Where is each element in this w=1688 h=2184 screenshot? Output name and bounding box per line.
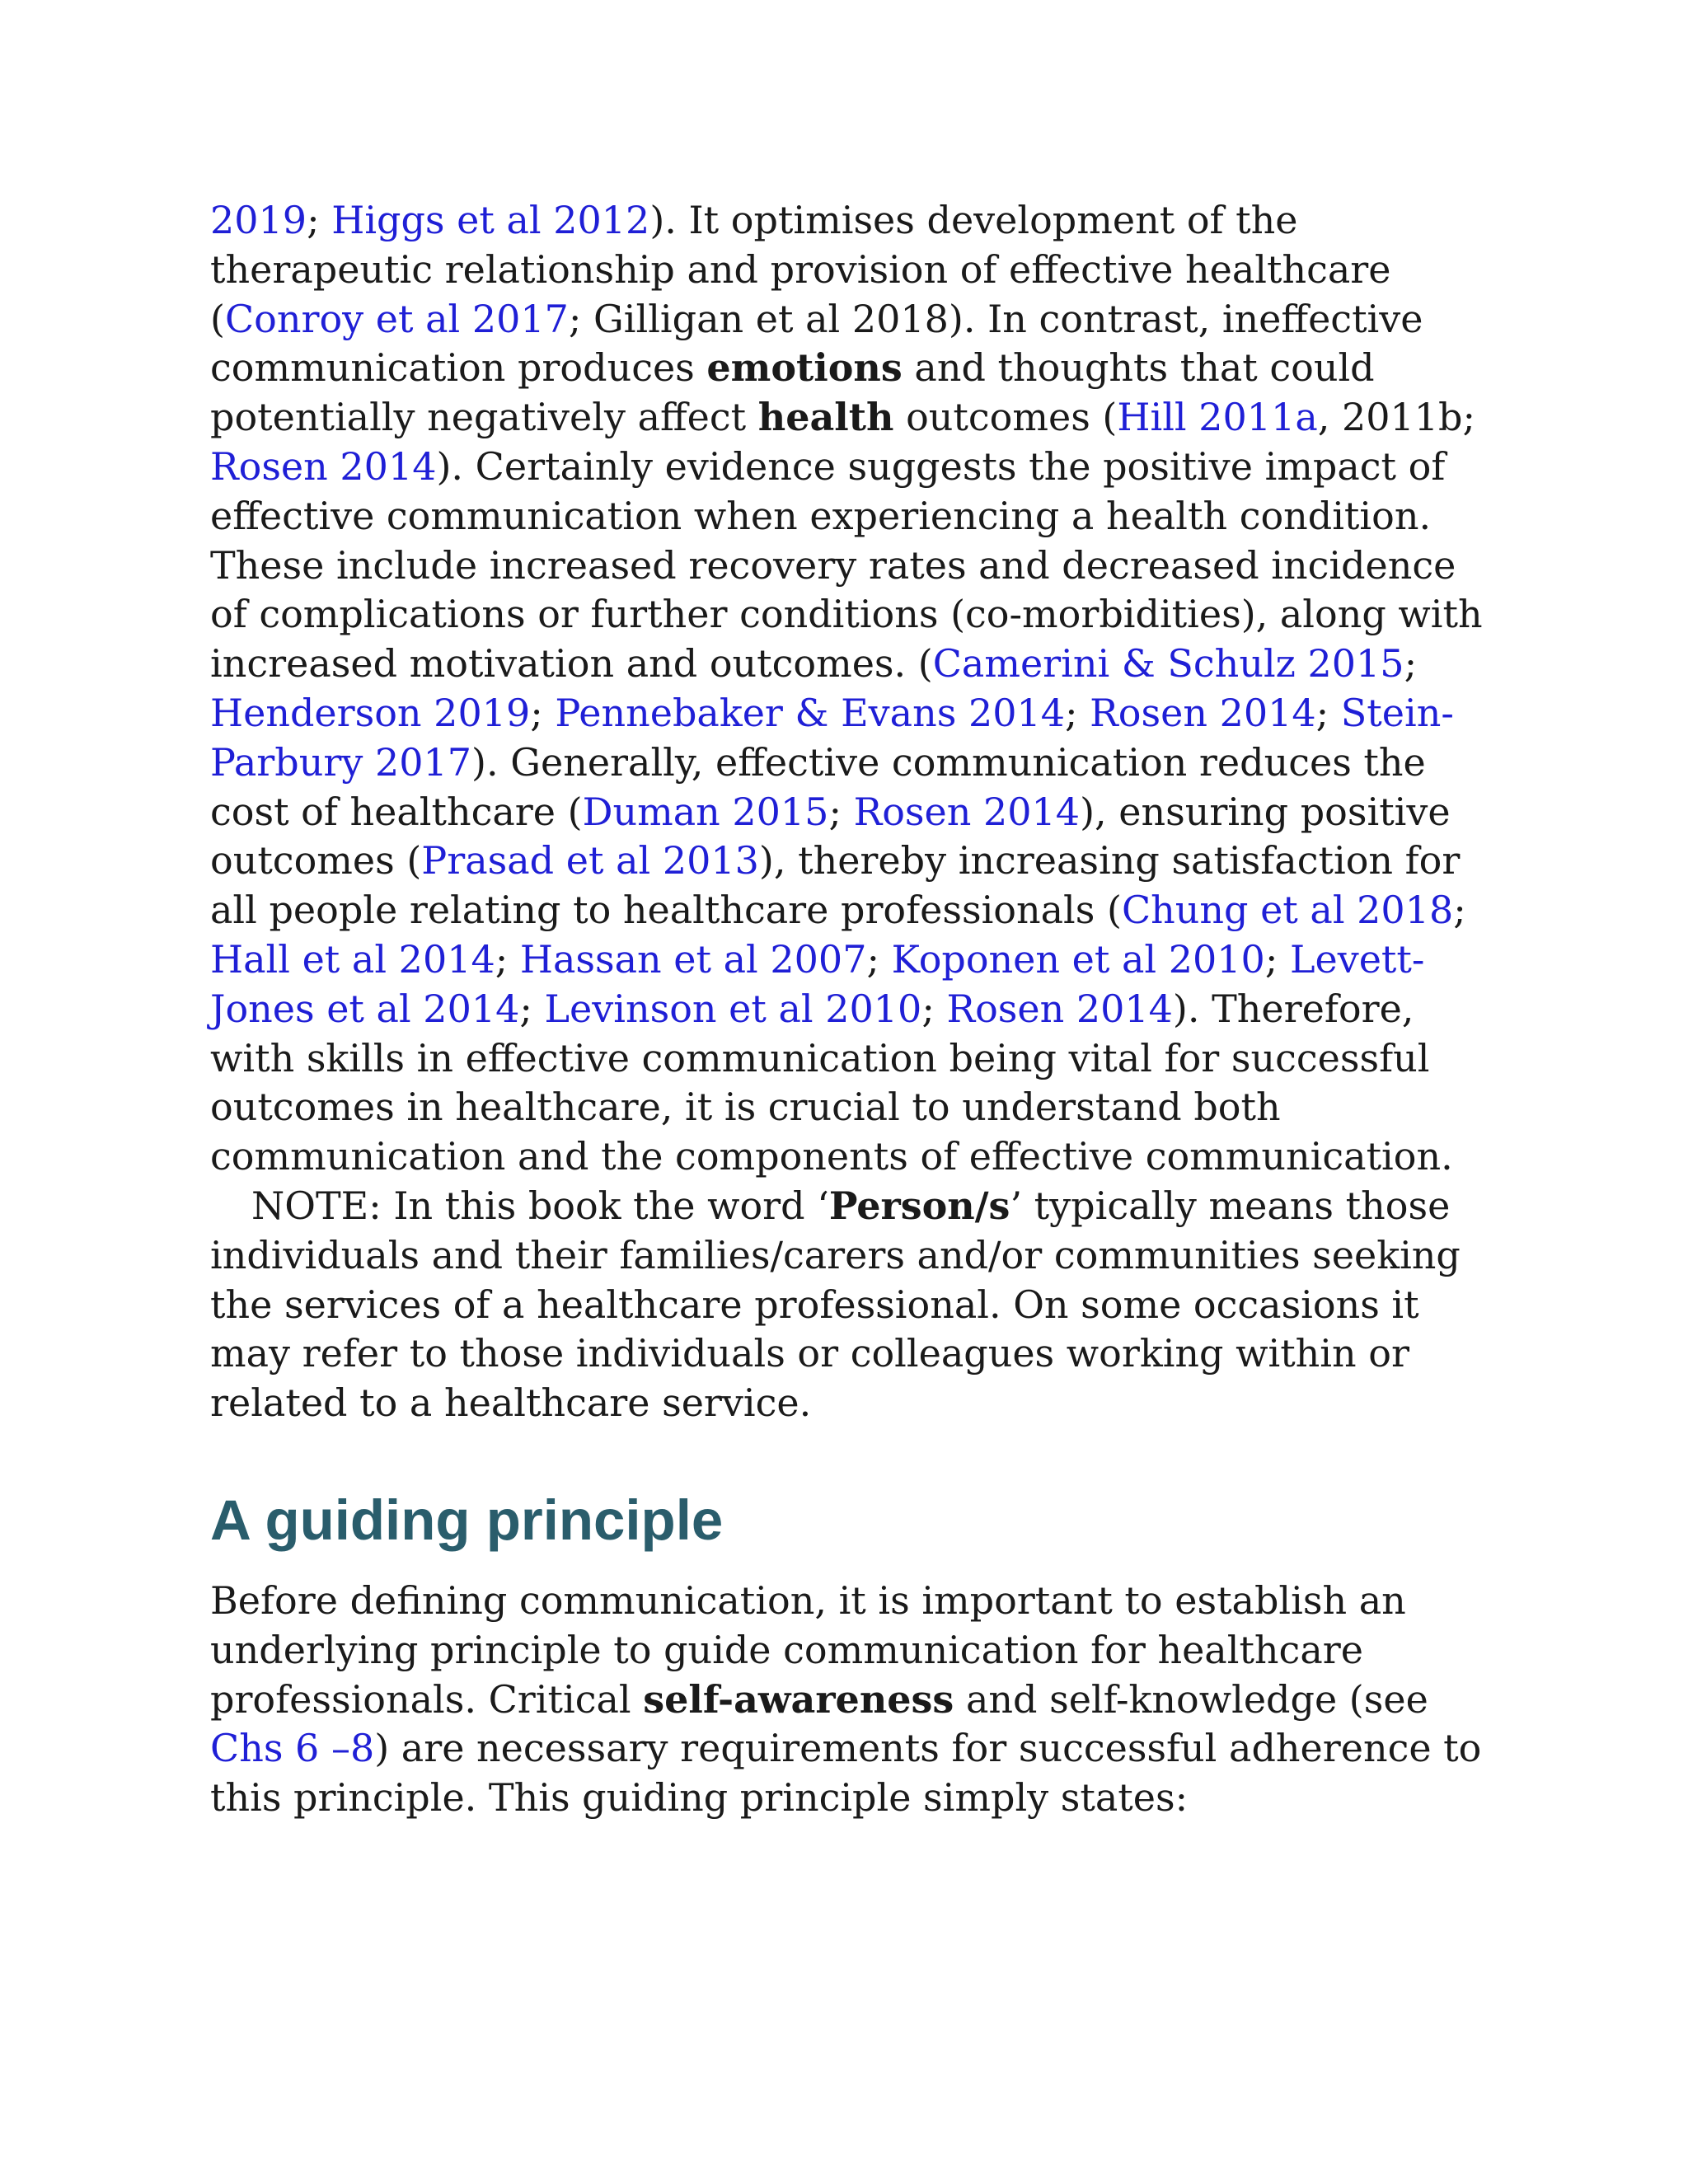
citation-link-levett-jones-et-al-2014[interactable]: Levett-Jones et al 2014	[210, 936, 1425, 1031]
citation-link-hassan-et-al-2007[interactable]: Hassan et al 2007	[519, 936, 867, 982]
body-text	[210, 196, 1496, 1428]
text-run: NOTE: In this book the word ‘	[251, 1183, 829, 1228]
text-run: ;	[519, 986, 545, 1031]
paragraph	[210, 1577, 1496, 1823]
text-run: ;	[307, 198, 332, 242]
citation-link-duman-2015[interactable]: Duman 2015	[582, 789, 829, 834]
citation-link-hall-et-al-2014[interactable]: Hall et al 2014	[210, 936, 495, 982]
citation-link-rosen-2014[interactable]: Rosen 2014	[1090, 690, 1316, 735]
text-run: ). Generally, effective communication reduces the cost of healthcare (	[210, 739, 1426, 834]
paragraph	[210, 1182, 1496, 1428]
text-run: outcomes (	[893, 395, 1118, 440]
text-run: ;	[828, 789, 854, 834]
text-run: ;	[530, 690, 556, 735]
citation-link-hill-2011a[interactable]: Hill 2011a	[1117, 395, 1318, 440]
citation-link-rosen-2014[interactable]: Rosen 2014	[853, 789, 1081, 834]
text-run: ;	[1315, 690, 1341, 735]
section-heading: A guiding principle	[210, 1488, 724, 1552]
text-run: ) are necessary requirements for successful adherence to this principle. This guiding principle simply states:	[210, 1726, 1482, 1821]
text-run: ), thereby increasing satisfaction for all people relating to healthcare professionals (	[210, 838, 1461, 933]
text-run: ;	[495, 936, 520, 982]
text-run: , 2011b;	[1317, 395, 1476, 440]
citation-link-2019[interactable]: 2019	[210, 198, 307, 242]
keyword-emotions: emotions	[706, 345, 903, 391]
keyword-self-awareness: self-awareness	[643, 1676, 954, 1722]
citation-link-chung-et-al-2018[interactable]: Chung et al 2018	[1121, 888, 1454, 933]
citation-link-prasad-et-al-2013[interactable]: Prasad et al 2013	[421, 838, 759, 883]
section-body-text	[210, 1577, 1496, 1823]
citation-link-conroy-et-al-2017[interactable]: Conroy et al 2017	[224, 296, 569, 341]
citation-link-rosen-2014[interactable]: Rosen 2014	[210, 443, 437, 489]
citation-link-stein-parbury-2017[interactable]: Stein-Parbury 2017	[210, 690, 1454, 785]
text-run: ). Therefore, with skills in effective communication being vital for successful outcomes in healthcare, it is crucial to understand both communication and the components of effective communication.	[210, 986, 1453, 1179]
text-run: and thoughts that could potentially negatively affect	[210, 345, 1375, 440]
citation-link-henderson-2019[interactable]: Henderson 2019	[210, 690, 531, 735]
text-run: ). It optimises development of the therapeutic relationship and provision of effective healthcare (	[210, 198, 1391, 341]
text-run: and self-knowledge (see	[954, 1676, 1428, 1722]
text-run: ;	[866, 936, 892, 982]
keyword-person-s: Person/s	[828, 1183, 1010, 1228]
document-page	[210, 196, 1496, 1823]
text-run: ). Certainly evidence suggests the positive impact of effective communication when experiencing a health condition. These include increased recovery rates and decreased incidence of complications or further conditions (co-morbidities), along with increased motivation and outcomes. (	[210, 443, 1483, 687]
citation-link-levinson-et-al-2010[interactable]: Levinson et al 2010	[544, 986, 922, 1031]
citation-link-pennebaker-evans-2014[interactable]: Pennebaker & Evans 2014	[555, 690, 1066, 735]
citation-link-rosen-2014[interactable]: Rosen 2014	[946, 986, 1173, 1031]
keyword-health: health	[757, 395, 894, 440]
citation-link-chs-6-8[interactable]: Chs 6 –8	[210, 1726, 375, 1771]
text-run: ; Gilligan et al 2018). In contrast, ineffective communication produces	[210, 296, 1423, 391]
text-run: ;	[1264, 936, 1290, 982]
text-run: Before defining communication, it is important to establish an underlying principle to guide communication for healthcare professionals. Critical	[210, 1577, 1406, 1722]
citation-link-camerini-schulz-2015[interactable]: Camerini & Schulz 2015	[932, 641, 1404, 687]
text-run: ;	[1404, 641, 1418, 687]
citation-link-higgs-et-al-2012[interactable]: Higgs et al 2012	[331, 198, 650, 242]
text-run: ;	[1065, 690, 1090, 735]
text-run: ;	[1453, 888, 1466, 933]
citation-link-koponen-et-al-2010[interactable]: Koponen et al 2010	[891, 936, 1265, 982]
text-run: ’ typically means those individuals and their families/carers and/or communities seeking the services of a healthcare professional. On some occasions it may refer to those individuals or colleagues working within or related to a healthcare service.	[210, 1183, 1461, 1426]
text-run: ), ensuring positive outcomes (	[210, 789, 1451, 883]
text-run: ;	[921, 986, 947, 1031]
paragraph	[210, 196, 1496, 1182]
